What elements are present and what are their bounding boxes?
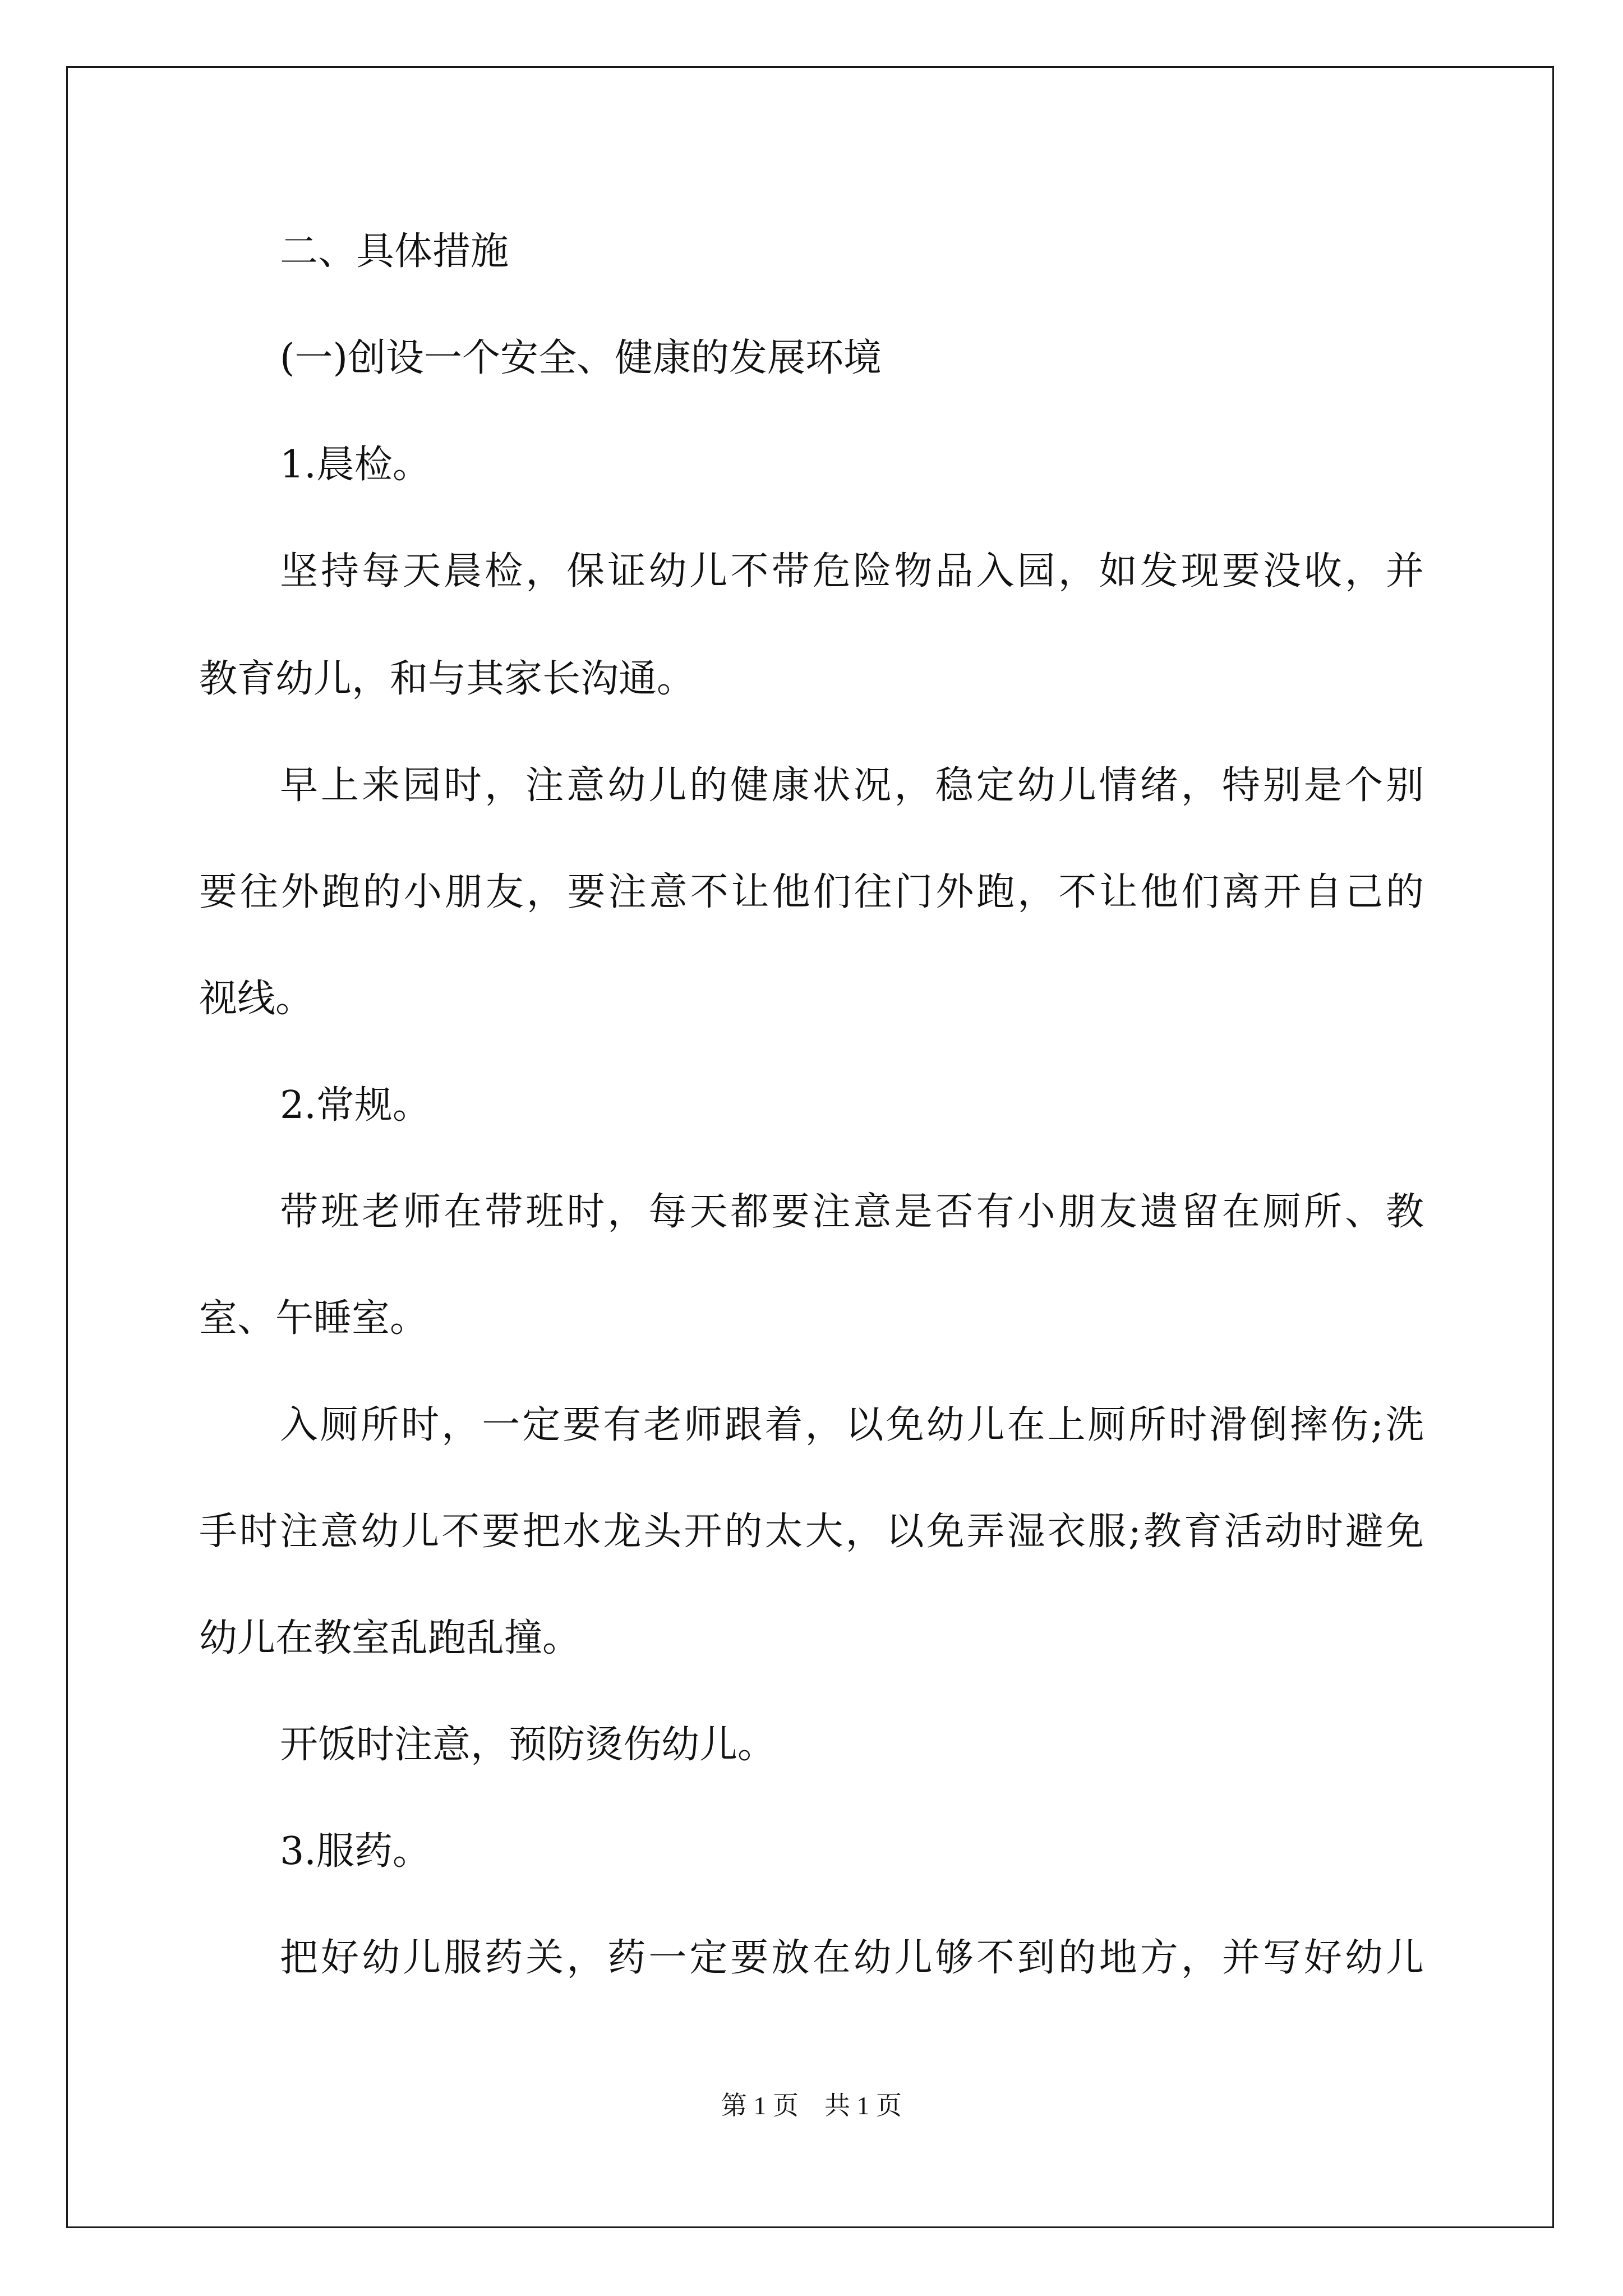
page-border xyxy=(66,66,1554,2228)
paragraph-line: 视线。 xyxy=(199,977,314,1021)
paragraph-line: 带班老师在带班时，每天都要注意是否有小朋友遗留在厕所、教 xyxy=(280,1190,1424,1234)
item-heading-2: 2.常规。 xyxy=(280,1083,431,1128)
paragraph-line: 坚持每天晨检，保证幼儿不带危险物品入园，如发现要没收，并 xyxy=(280,549,1424,593)
item-heading-3: 3.服药。 xyxy=(280,1829,431,1874)
section-heading: 二、具体措施 xyxy=(280,229,509,274)
paragraph-line: 开饭时注意，预防烫伤幼儿。 xyxy=(280,1723,776,1767)
paragraph-line: 室、午睡室。 xyxy=(199,1296,428,1341)
paragraph-line: 要往外跑的小朋友，要注意不让他们往门外跑，不让他们离开自己的 xyxy=(199,870,1424,914)
paragraph-line: 幼儿在教室乱跑乱撞。 xyxy=(199,1616,581,1660)
page-footer: 第 1 页 共 1 页 xyxy=(721,2091,902,2120)
paragraph-line: 教育幼儿，和与其家长沟通。 xyxy=(199,657,695,701)
subsection-heading: (一)创设一个安全、健康的发展环境 xyxy=(280,336,882,380)
paragraph-line: 早上来园时，注意幼儿的健康状况，稳定幼儿情绪，特别是个别 xyxy=(280,763,1424,808)
item-heading-1: 1.晨检。 xyxy=(280,443,431,487)
paragraph-line: 入厕所时，一定要有老师跟着，以免幼儿在上厕所时滑倒摔伤;洗 xyxy=(280,1403,1424,1447)
paragraph-line: 手时注意幼儿不要把水龙头开的太大，以免弄湿衣服;教育活动时避免 xyxy=(199,1510,1424,1554)
paragraph-line: 把好幼儿服药关，药一定要放在幼儿够不到的地方，并写好幼儿 xyxy=(280,1936,1424,1980)
